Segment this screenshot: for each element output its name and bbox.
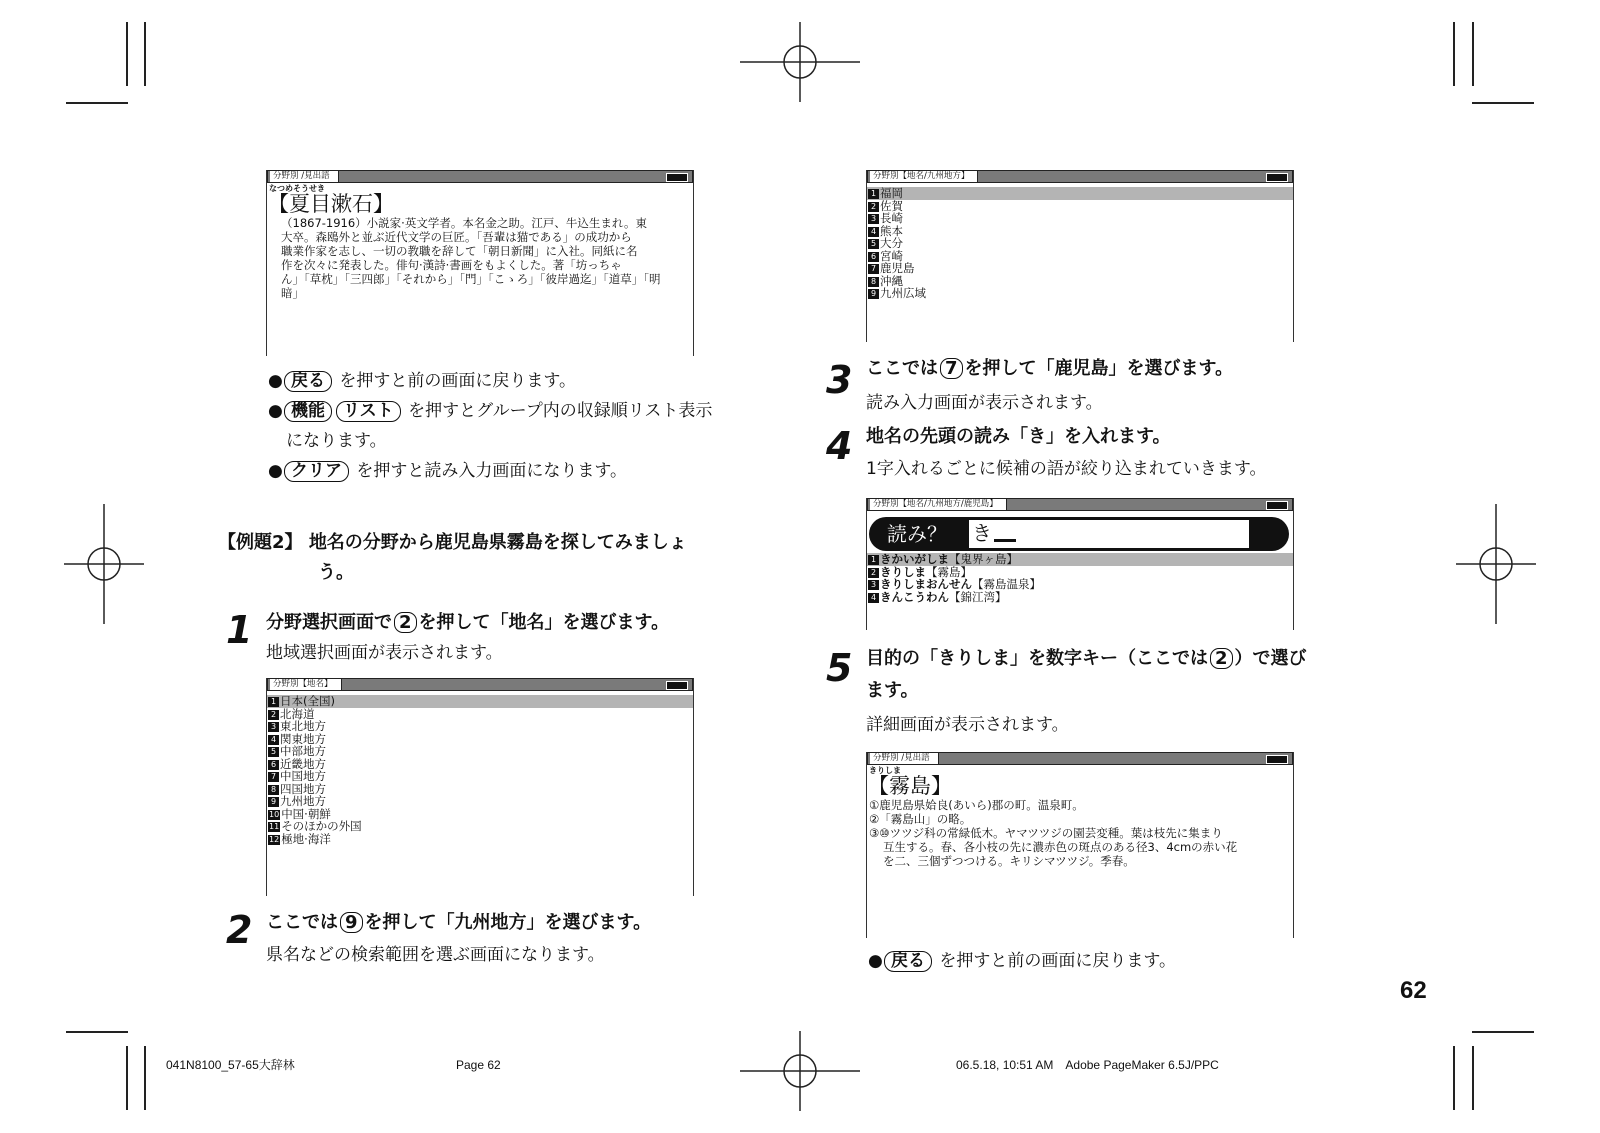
item-label: 鹿児島 bbox=[880, 261, 915, 275]
screen-detail-natsume bbox=[266, 170, 694, 356]
step-number: 3 bbox=[826, 358, 853, 402]
step1-title: 分野選択画面で 2 を押して「地名」を選びます。 bbox=[266, 612, 670, 633]
item-label: 北海道 bbox=[280, 706, 315, 721]
item-number-badge: 8 bbox=[268, 785, 279, 795]
item-label: 大分 bbox=[880, 236, 903, 250]
step-number: 1 bbox=[226, 608, 253, 652]
registration-mark-left bbox=[64, 504, 144, 624]
item-label: 近畿地方 bbox=[280, 756, 326, 771]
list-item[interactable] bbox=[867, 237, 1293, 250]
headword-reading: なつめそうせき bbox=[269, 184, 325, 193]
list-item[interactable] bbox=[267, 745, 693, 758]
crop-mark bbox=[1453, 22, 1455, 86]
candidate-reading: きりしま bbox=[880, 564, 926, 579]
item-number-badge: 6 bbox=[868, 252, 879, 262]
bullet-back: ● 戻る を押すと前の画面に戻ります。 bbox=[268, 371, 577, 391]
item-number-badge: 2 bbox=[868, 202, 879, 212]
list-item[interactable] bbox=[867, 225, 1293, 238]
list-item[interactable] bbox=[867, 200, 1293, 213]
screen-title-bar bbox=[267, 678, 693, 691]
definition-line: ②「霧島山」の略。 bbox=[869, 812, 972, 826]
item-number-badge: 4 bbox=[868, 593, 879, 603]
candidate-kanji: 【霧島】 bbox=[926, 564, 972, 579]
text-cursor bbox=[994, 539, 1016, 542]
crop-mark bbox=[66, 1031, 128, 1033]
step1-sub: 地域選択画面が表示されます。 bbox=[266, 643, 503, 663]
item-number-badge: 5 bbox=[268, 747, 279, 757]
screen-tab: 分野別 /見出語 bbox=[870, 753, 939, 764]
item-number-badge: 9 bbox=[868, 289, 879, 299]
item-label: 九州広域 bbox=[880, 286, 926, 300]
item-label: 九州地方 bbox=[280, 794, 326, 808]
candidate-reading: きかいがしま bbox=[880, 552, 949, 566]
candidate-kanji: 【錦江湾】 bbox=[949, 589, 1007, 604]
crop-mark bbox=[1472, 1031, 1534, 1033]
bullet-list: ● 機能 リスト を押すとグループ内の収録順リスト表示 bbox=[268, 401, 713, 421]
item-number-badge: 12 bbox=[269, 834, 280, 844]
bullet-text: になります。 bbox=[286, 431, 387, 451]
step3-title: ここでは 7 を押して「鹿児島」を選びます。 bbox=[866, 358, 1234, 379]
definition-line: 大卒。森鴎外と並ぶ近代文学の巨匠。「吾輩は猫である」の成功から bbox=[281, 230, 632, 244]
headword-reading: きりしま bbox=[869, 766, 901, 775]
list-item[interactable] bbox=[267, 820, 693, 833]
crop-mark bbox=[126, 22, 128, 86]
step-number: 4 bbox=[826, 424, 853, 468]
reading-input-value: き bbox=[972, 521, 992, 545]
clear-key: クリア bbox=[284, 461, 349, 482]
screen-reading-input bbox=[866, 498, 1294, 630]
registration-mark-top bbox=[740, 22, 860, 102]
item-number-badge: 7 bbox=[868, 264, 879, 274]
battery-icon bbox=[666, 681, 688, 690]
example-text: 地名の分野から鹿児島県霧島を探してみましょ bbox=[308, 532, 687, 553]
item-label: 東北地方 bbox=[280, 719, 326, 733]
item-label: 中国·朝鮮 bbox=[281, 806, 331, 821]
reading-input-field[interactable] bbox=[969, 520, 1249, 548]
num-key-9: 9 bbox=[340, 912, 363, 933]
definition-body bbox=[867, 798, 1293, 868]
step4-sub: 1字入れるごとに候補の語が絞り込まれていきます。 bbox=[866, 459, 1267, 479]
step5-title: 目的の「きりしま」を数字キー（ここでは 2 ）で選び bbox=[866, 648, 1307, 669]
item-label: 沖縄 bbox=[880, 273, 903, 288]
definition-line: を二、三個ずつつける。キリシマツツジ。季春。 bbox=[883, 854, 1135, 868]
bullet-text: を押すと前の画面に戻ります。 bbox=[339, 371, 577, 391]
definition-line: 互生する。春、各小枝の先に濃赤色の斑点のある径3、4cmの赤い花 bbox=[883, 840, 1238, 854]
num-key-2: 2 bbox=[1210, 648, 1233, 669]
definition-line: （1867-1916）小説家·英文学者。本名金之助。江戸、牛込生まれ。東 bbox=[281, 216, 648, 230]
footer-page: Page 62 bbox=[456, 1058, 501, 1072]
candidate-reading: きんこうわん bbox=[880, 589, 949, 604]
function-key: 機能 bbox=[284, 401, 332, 422]
list-item[interactable] bbox=[267, 720, 693, 733]
list-item[interactable] bbox=[267, 795, 693, 808]
screen-title-bar bbox=[267, 170, 693, 183]
list-item[interactable] bbox=[267, 695, 693, 708]
definition-line: 作を次々に発表した。俳句·漢詩·書画をもよくした。著「坊っちゃ bbox=[281, 258, 622, 272]
item-number-badge: 3 bbox=[868, 580, 879, 590]
list-item[interactable] bbox=[867, 275, 1293, 288]
crop-mark bbox=[1472, 22, 1474, 86]
item-number-badge: 4 bbox=[868, 227, 879, 237]
candidate-kanji: 【鬼界ヶ島】 bbox=[949, 552, 1018, 566]
item-label: 中国地方 bbox=[280, 769, 326, 783]
list-item[interactable] bbox=[267, 733, 693, 746]
definition-line: ん」「草枕」「三四郎」「それから」「門」「こゝろ」「彼岸過迄」「道草」「明 bbox=[281, 272, 661, 286]
list-item[interactable] bbox=[267, 758, 693, 771]
screen-tab: 分野別 /見出語 bbox=[270, 171, 339, 182]
step-number: 2 bbox=[226, 908, 253, 952]
bullet-back-right: ● 戻る を押すと前の画面に戻ります。 bbox=[868, 951, 1177, 971]
registration-mark-bottom bbox=[740, 1031, 860, 1111]
list-item[interactable] bbox=[267, 770, 693, 783]
example-heading bbox=[218, 530, 687, 556]
footer-stamp: 06.5.18, 10:51 AM Adobe PageMaker 6.5J/PPC bbox=[956, 1058, 1219, 1072]
item-number-badge: 3 bbox=[268, 722, 279, 732]
item-label: 中部地方 bbox=[280, 744, 326, 758]
example-text-cont: う。 bbox=[318, 562, 354, 583]
battery-icon bbox=[1266, 501, 1288, 510]
item-label: 日本(全国) bbox=[280, 694, 335, 708]
headword: 【霧島】 bbox=[868, 774, 952, 798]
screen-title-bar bbox=[867, 752, 1293, 765]
crop-mark bbox=[1472, 102, 1534, 104]
back-key: 戻る bbox=[284, 371, 332, 392]
item-number-badge: 1 bbox=[268, 697, 279, 707]
bullet-text: を押すとグループ内の収録順リスト表示 bbox=[408, 401, 713, 421]
item-label: 四国地方 bbox=[280, 781, 326, 796]
item-number-badge: 2 bbox=[868, 568, 879, 578]
item-number-badge: 9 bbox=[268, 797, 279, 807]
prefecture-list bbox=[867, 187, 1293, 300]
item-label: 長崎 bbox=[880, 211, 903, 225]
screen-title-bar bbox=[867, 170, 1293, 183]
item-number-badge: 11 bbox=[269, 822, 280, 831]
crop-mark bbox=[66, 102, 128, 104]
item-label: そのほかの外国 bbox=[281, 819, 362, 833]
item-number-badge: 4 bbox=[268, 735, 279, 745]
battery-icon bbox=[666, 173, 688, 182]
reading-prompt: 読み？ bbox=[887, 522, 947, 546]
definition-body bbox=[267, 216, 693, 300]
item-number-badge: 5 bbox=[868, 239, 879, 249]
footer-file: 041N8100_57-65大辞林 bbox=[166, 1058, 295, 1072]
step3-sub: 読み入力画面が表示されます。 bbox=[866, 393, 1103, 413]
list-key: リスト bbox=[336, 401, 401, 422]
crop-mark bbox=[126, 1046, 128, 1110]
step5-title-cont: ます。 bbox=[866, 680, 919, 701]
item-label: 宮崎 bbox=[880, 248, 903, 263]
candidate-kanji: 【霧島温泉】 bbox=[972, 577, 1041, 591]
list-item[interactable] bbox=[267, 783, 693, 796]
item-number-badge: 2 bbox=[268, 710, 279, 720]
step2-sub: 県名などの検索範囲を選ぶ画面になります。 bbox=[266, 945, 605, 965]
list-item[interactable] bbox=[867, 591, 1293, 604]
crop-mark bbox=[1453, 1046, 1455, 1110]
item-number-badge: 7 bbox=[268, 772, 279, 782]
item-label: 熊本 bbox=[880, 223, 903, 238]
list-item[interactable] bbox=[267, 708, 693, 721]
candidate-reading: きりしまおんせん bbox=[880, 577, 972, 591]
definition-line: 暗」 bbox=[281, 286, 304, 300]
item-number-badge: 6 bbox=[268, 760, 279, 770]
item-number-badge: 1 bbox=[868, 189, 879, 199]
crop-mark bbox=[144, 22, 146, 86]
headword: 【夏目漱石】 bbox=[268, 192, 394, 216]
bullet-text: を押すと前の画面に戻ります。 bbox=[939, 951, 1177, 971]
list-item[interactable] bbox=[867, 287, 1293, 300]
num-key-2: 2 bbox=[394, 612, 417, 633]
num-key-7: 7 bbox=[940, 358, 963, 379]
item-number-badge: 8 bbox=[868, 277, 879, 287]
list-item[interactable] bbox=[267, 833, 693, 846]
list-item[interactable] bbox=[867, 187, 1293, 200]
registration-mark-right bbox=[1456, 504, 1536, 624]
back-key: 戻る bbox=[884, 951, 932, 972]
screen-kyushu-list bbox=[866, 170, 1294, 342]
item-label: 福岡 bbox=[880, 186, 903, 200]
definition-line: ①鹿児島県姶良(あいら)郡の町。温泉町。 bbox=[869, 798, 1084, 812]
screen-detail-kirishima bbox=[866, 752, 1294, 938]
crop-mark bbox=[144, 1046, 146, 1110]
example-label: 【例題2】 bbox=[218, 532, 303, 553]
item-number-badge: 3 bbox=[868, 214, 879, 224]
region-list bbox=[267, 695, 693, 845]
bullet-clear: ● クリア を押すと読み入力画面になります。 bbox=[268, 461, 628, 481]
step4-title: 地名の先頭の読み「き」を入れます。 bbox=[866, 426, 1171, 447]
page-number: 62 bbox=[1400, 977, 1427, 1004]
list-item[interactable] bbox=[867, 212, 1293, 225]
definition-line: 職業作家を志し、一切の教職を辞して「朝日新聞」に入社。同紙に名 bbox=[281, 244, 638, 258]
screen-region-list bbox=[266, 678, 694, 896]
bullet-text: を押すと読み入力画面になります。 bbox=[356, 461, 628, 481]
candidate-list bbox=[867, 553, 1293, 603]
step-number: 5 bbox=[826, 646, 853, 690]
definition-line: ③⑩ツツジ科の常緑低木。ヤマツツジの園芸変種。葉は枝先に集まり bbox=[869, 826, 1223, 840]
screen-tab: 分野別【地名/九州地方/鹿児島】 bbox=[870, 499, 1007, 510]
item-label: 佐賀 bbox=[880, 198, 903, 213]
crop-mark bbox=[1472, 1046, 1474, 1110]
list-item[interactable] bbox=[867, 262, 1293, 275]
step5-sub: 詳細画面が表示されます。 bbox=[866, 715, 1069, 735]
step2-title: ここでは 9 を押して「九州地方」を選びます。 bbox=[266, 912, 652, 933]
screen-tab: 分野別【地名】 bbox=[270, 679, 342, 690]
reading-input-bar bbox=[869, 517, 1289, 551]
battery-icon bbox=[1266, 755, 1288, 764]
screen-title-bar bbox=[867, 498, 1293, 511]
item-number-badge: 10 bbox=[269, 809, 280, 819]
item-label: 極地·海洋 bbox=[281, 831, 331, 846]
battery-icon bbox=[1266, 173, 1288, 182]
item-label: 関東地方 bbox=[280, 731, 326, 746]
list-item[interactable] bbox=[867, 250, 1293, 263]
screen-tab: 分野別【地名/九州地方】 bbox=[870, 171, 978, 182]
item-number-badge: 1 bbox=[868, 555, 879, 565]
